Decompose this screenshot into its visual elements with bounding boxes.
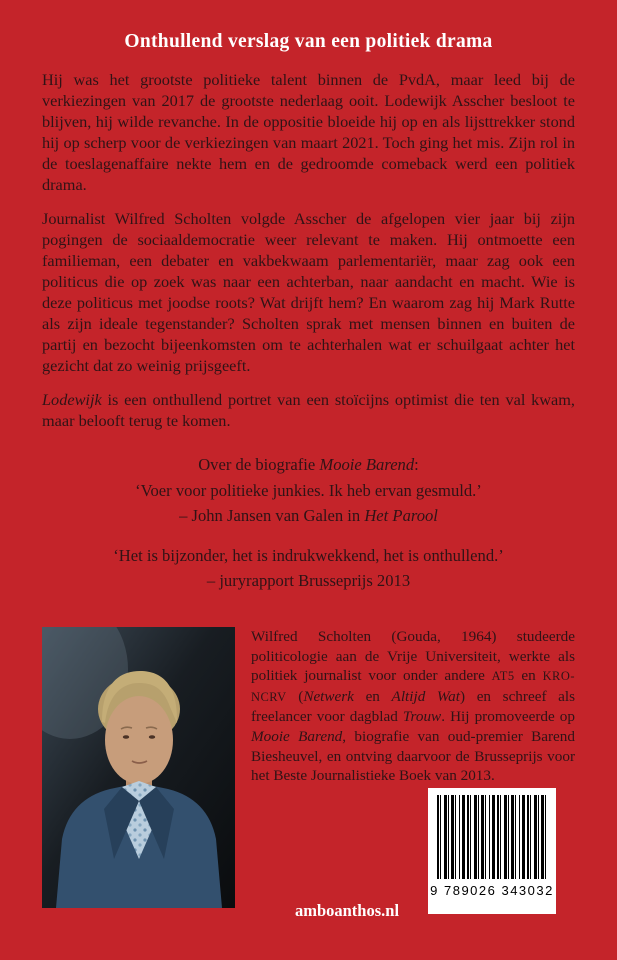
quote-text-2: ‘Het is bijzonder, het is indrukwekkend, het is onthullend.’	[113, 545, 504, 565]
author-portrait-illustration	[42, 627, 235, 908]
barcode-number: 9 789026 343032	[430, 883, 554, 898]
author-bio: Wilfred Scholten (Gouda, 1964) studeerde politicologie aan de Vrije Universiteit, werkte als politiek journalist voor onder andere AT5 en KRO-NCRV (Netwerk en Altijd Wat) en schreef als freelancer voor dagblad Trouw. Hij promoveerde op Mooie Barend, biografie van oud-premier Barend Biesheuvel, en ontving daarvoor de Brusseprijs voor het Beste Journalistieke Boek van 2013.	[251, 628, 576, 785]
blurb-paragraph-3: Lodewijk is een onthullend portret van een stoïcijns optimist die ten val kwam, maar belooft terug te komen.	[42, 390, 575, 430]
cover-headline: Onthullend verslag van een politiek drama	[124, 31, 493, 52]
author-photo	[42, 627, 235, 908]
quote-intro: Over de biografie Mooie Barend:	[198, 455, 419, 474]
blurb-paragraph-2: Journalist Wilfred Scholten volgde Asscher de afgelopen vier jaar bij zijn pogingen de sociaaldemocratie weer relevant te maken. Hij ontmoette een familieman, een debater en vakbekwaam parlementariër, maar zag ook een politicus die op zoek was naar een achterban, naar aandacht en macht. Wie is deze politicus met joodse roots? Wat drijft hem? En waarom zag hij Mark Rutte als zijn ideale tegenstander? Scholten sprak met mensen binnen en buiten de partij en bezocht bijeenkomsten om te achterhalen wat er schuilgaat achter het gezicht dat zo weinig prijsgeeft.	[42, 209, 575, 375]
quote-attribution-1: – John Jansen van Galen in Het Parool	[179, 506, 438, 525]
publisher-website: amboanthos.nl	[294, 901, 400, 920]
barcode-bars-icon	[437, 795, 547, 879]
barcode	[428, 788, 556, 914]
review-quotes	[0, 452, 617, 594]
blurb-paragraph-1: Hij was het grootste politieke talent binnen de PvdA, maar leed bij de verkiezingen van 2017 de grootste nederlaag ooit. Lodewijk Asscher besloot te blijven, hij wilde revanche. In de oppositie bloeide hij op en als lijsttrekker stond hij op scherp voor de verkiezingen van maart 2021. Toch ging het mis. Zijn rol in de toeslagenaffaire nekte hem en de gedroomde comeback werd een politiek drama.	[42, 70, 575, 194]
blurb	[42, 69, 575, 444]
quote-text-1: ‘Voer voor politieke junkies. Ik heb ervan gesmuld.’	[135, 480, 482, 500]
review-quote-2	[0, 543, 617, 594]
quote-attribution-2: – juryrapport Brusseprijs 2013	[206, 571, 411, 590]
